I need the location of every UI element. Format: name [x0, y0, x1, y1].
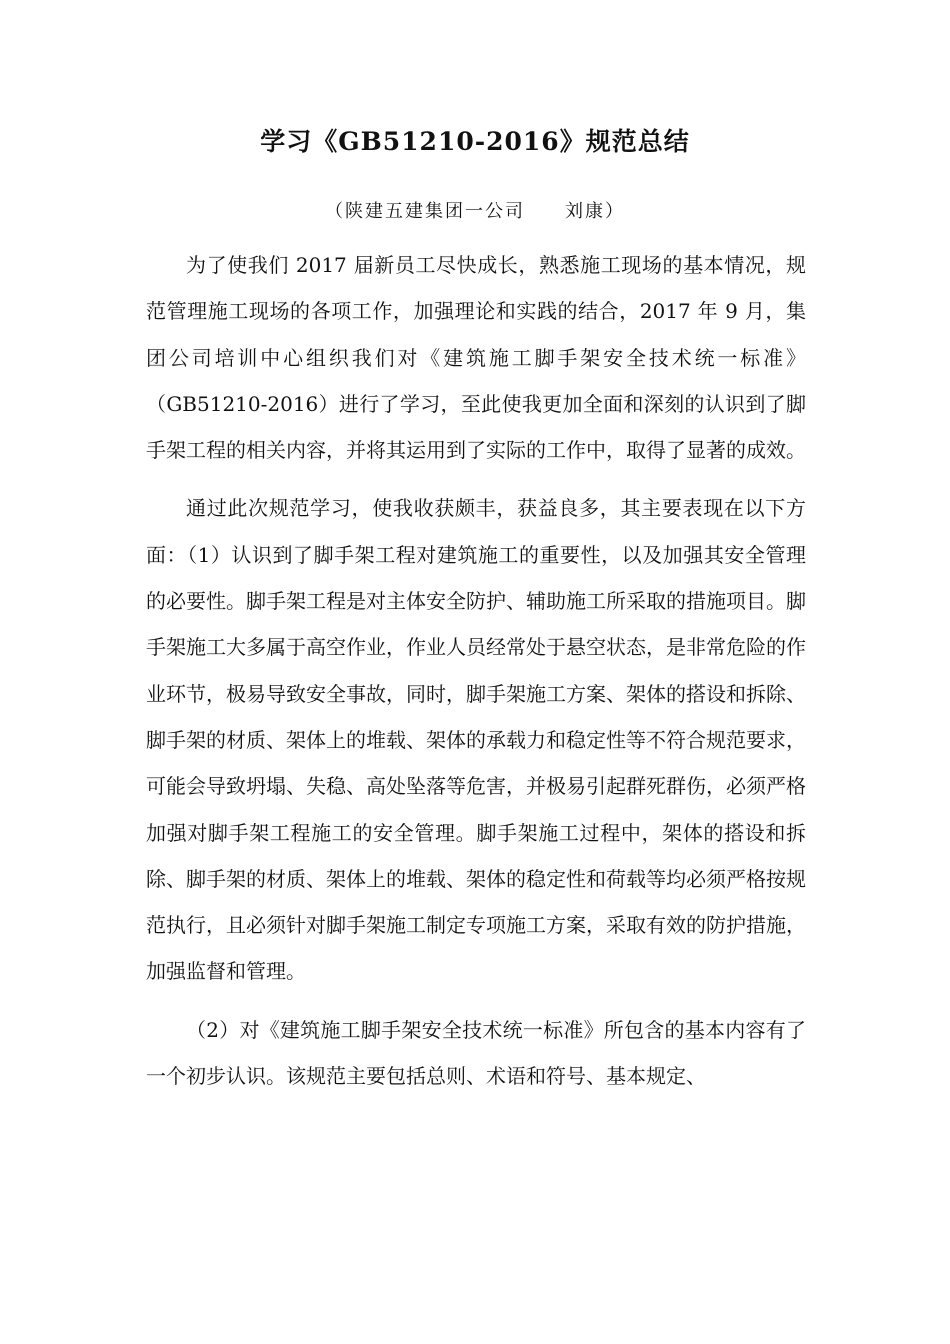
document-body: [146, 242, 806, 1099]
document-title: 学习《GB51210-2016》规范总结: [260, 127, 690, 156]
document-author: （陕建五建集团一公司 刘康）: [325, 201, 625, 222]
paragraph-standard-content: （2）对《建筑施工脚手架安全技术统一标准》所包含的基本内容有了一个初步认识。该规范主要包括总则、术语和符号、基本规定、: [146, 1017, 806, 1089]
paragraph-gains: 通过此次规范学习，使我收获颇丰，获益良多，其主要表现在以下方面：（1）认识到了脚手架工程对建筑施工的重要性，以及加强其安全管理的必要性。脚手架工程是对主体安全防护、辅助施工所采取的措施项目。脚手架施工大多属于高空作业，作业人员经常处于悬空状态，是非常危险的作业环节，极易导致安全事故，同时，脚手架施工方案、架体的搭设和拆除、脚手架的材质、架体上的堆载、架体的承载力和稳定性等不符合规范要求，可能会导致坍塌、失稳、高处坠落等危害，并极易引起群死群伤，必须严格加强对脚手架工程施工的安全管理。脚手架施工过程中，架体的搭设和拆除、脚手架的材质、架体上的堆载、架体的稳定性和荷载等均必须严格按规范执行，且必须针对脚手架施工制定专项施工方案，采取有效的防护措施，加强监督和管理。: [146, 496, 806, 984]
paragraph-intro: 为了使我们 2017 届新员工尽快成长，熟悉施工现场的基本情况，规范管理施工现场的各项工作，加强理论和实践的结合，2017 年 9 月，集团公司培训中心组织我们对《建筑施工脚手架安全技术统一标准》（GB51210-2016）进行了学习，至此使我更加全面和深刻的认识到了脚手架工程的相关内容，并将其运用到了实际的工作中，取得了显著的成效。: [146, 253, 806, 463]
